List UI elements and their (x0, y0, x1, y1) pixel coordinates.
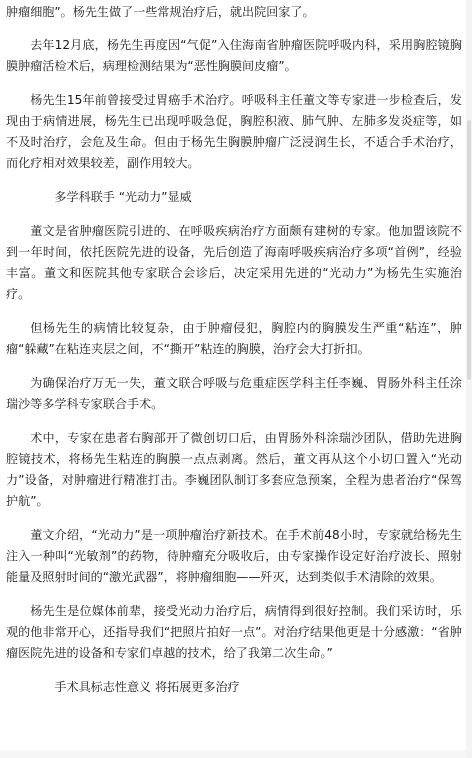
scrollbar-thumb[interactable] (467, 120, 471, 380)
article-paragraph: 但杨先生的病情比较复杂，由于肿瘤侵犯，胸腔内的胸膜发生严重“粘连”，肿瘤“躲藏”在粘连夹层之间，不“撕开”粘连的胸膜，治疗会大打折扣。 (6, 321, 462, 356)
section-heading: 手术具标志性意义 将拓展更多治疗 (54, 680, 240, 694)
bottom-edge (0, 750, 466, 758)
article-paragraph: 去年12月底，杨先生再度因“气促”入住海南省肿瘤医院呼吸内科，采用胸腔镜胸膜肿瘤活检术后，病理检测结果为“恶性胸膜间皮瘤”。 (6, 38, 462, 73)
article-paragraph: 董文是省肿瘤医院引进的、在呼吸疾病治疗方面颇有建树的专家。他加盟该院不到一年时间，依托医院先进的设备，先后创造了海南呼吸疾病治疗多项“首例”，经验丰富。董文和医院其他专家联合会诊后，决定采用先进的“光动力”为杨先生实施治疗。 (6, 224, 462, 301)
article-paragraph: 术中，专家在患者右胸部开了微创切口后，由胃肠外科涂瑞沙团队，借助先进胸腔镜技术，将杨先生粘连的胸膜一点点剥离。然后，董文再从这个小切口置入“光动力”设备，对肿瘤进行精准打击。李巍团队制订多套应急预案，全程为患者治疗“保驾护航”。 (6, 431, 462, 508)
article-paragraph: 为确保治疗万无一失，董文联合呼吸与危重症医学科主任李巍、胃肠外科主任涂瑞沙等多学科专家联合手术。 (6, 376, 462, 411)
article-paragraph: 杨先生15年前曾接受过胃癌手术治疗。呼吸科主任董文等专家进一步检查后，发现由于病情进展，杨先生已出现呼吸急促，胸腔积液、肺气肿、左肺多发炎症等，如不及时治疗，会危及生命。但由于杨先生胸膜肿瘤广泛浸润生长，不适合手术治疗，而化疗相对效果较差，副作用较大。 (6, 93, 462, 170)
article-paragraph: 杨先生是位媒体前辈，接受光动力治疗后，病情得到很好控制。我们采访时，乐观的他非常开心，还指导我们“把照片拍好一点”。对治疗结果他更是十分感激：“省肿瘤医院先进的设备和专家们卓越的技术，给了我第二次生命。” (6, 604, 462, 660)
vertical-scrollbar[interactable] (466, 0, 472, 758)
section-heading: 多学科联手 “光动力”显威 (54, 190, 192, 204)
article-paragraph: 董文介绍，“光动力”是一项肿瘤治疗新技术。在手术前48小时，专家就给杨先生注入一种叫“光敏剂”的药物，待肿瘤充分吸收后，由专家操作设定好治疗波长、照射能量及照射时间的“激光武器”，将肿瘤细胞——歼灭，达到类似手术清除的效果。 (6, 528, 462, 584)
article-paragraph: 肿瘤细胞”。杨先生做了一些常规治疗后，就出院回家了。 (6, 5, 315, 19)
